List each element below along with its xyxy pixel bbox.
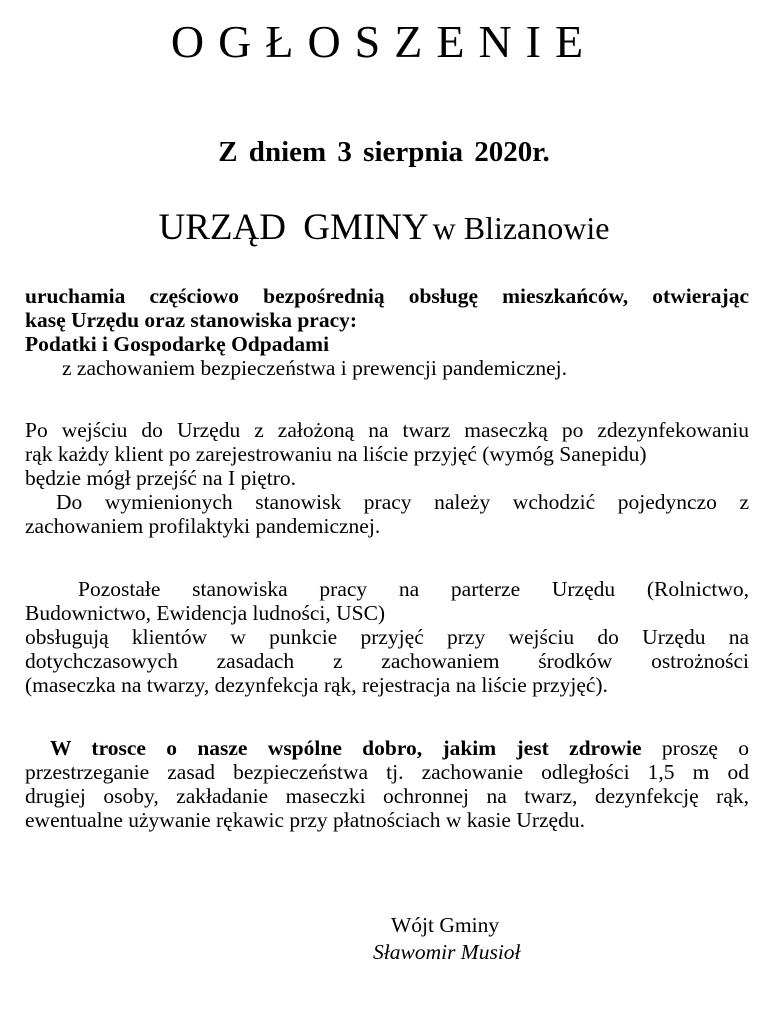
paragraph-line xyxy=(25,736,749,760)
paragraph-line: dotychczasowych zasadach z zachowaniem środków ostrożności xyxy=(25,649,749,673)
paragraph-line: przestrzeganie zasad bezpieczeństwa tj. zachowanie odległości 1,5 m od xyxy=(25,760,749,784)
paragraph-line: ewentualne używanie rękawic przy płatnościach w kasie Urzędu. xyxy=(25,808,585,832)
paragraph-line: rąk każdy klient po zarejestrowaniu na liście przyjęć (wymóg Sanepidu) xyxy=(25,442,647,466)
paragraph-line: obsługują klientów w punkcie przyjęć przy wejściu do Urzędu na xyxy=(25,625,749,649)
paragraph-line: Po wejściu do Urzędu z założoną na twarz maseczką po zdezynfekowaniu xyxy=(25,418,749,442)
paragraph-line: z zachowaniem bezpieczeństwa i prewencji pandemicznej. xyxy=(62,356,567,380)
paragraph-line: Budownictwo, Ewidencja ludności, USC) xyxy=(25,601,386,625)
paragraph-opening-info xyxy=(25,284,749,380)
date-line: Z dniem 3 sierpnia 2020r. xyxy=(218,136,550,168)
paragraph-line: (maseczka na twarzy, dezynfekcja rąk, rejestracja na liście przyjęć). xyxy=(25,673,608,697)
paragraph-line: zachowaniem profilaktyki pandemicznej. xyxy=(25,514,381,538)
office-location: w Blizanowie xyxy=(432,210,610,246)
paragraph-line: będzie mógł przejść na I piętro. xyxy=(25,466,297,490)
appeal-bold-text: W trosce o nasze wspólne dobro, jakim jest zdrowie xyxy=(50,736,642,760)
office-line xyxy=(0,204,768,259)
announcement-title: OGŁOSZENIE xyxy=(170,16,598,67)
paragraph-line: Pozostałe stanowiska pracy na parterze Urzędu (Rolnictwo, xyxy=(78,577,749,601)
paragraph-line: uruchamia częściowo bezpośrednią obsługę mieszkańców, otwierając xyxy=(25,284,749,308)
office-name: URZĄD GMINY xyxy=(158,207,429,248)
paragraph-line: drugiej osoby, zakładanie maseczki ochronnej na twarz, dezynfekcję rąk, xyxy=(25,784,749,808)
paragraph-line: Do wymienionych stanowisk pracy należy wchodzić pojedynczo z xyxy=(56,490,749,514)
paragraph-ground-floor xyxy=(25,577,749,697)
paragraph-line: kasę Urzędu oraz stanowiska pracy: xyxy=(25,308,358,332)
paragraph-line: Podatki i Gospodarkę Odpadami xyxy=(25,332,330,356)
appeal-rest-text: proszę o xyxy=(661,736,750,760)
signature-role: Wójt Gminy xyxy=(391,913,500,937)
signature-name: Sławomir Musioł xyxy=(373,940,521,964)
paragraph-entry-rules xyxy=(25,418,749,538)
paragraph-safety-appeal xyxy=(25,736,749,832)
